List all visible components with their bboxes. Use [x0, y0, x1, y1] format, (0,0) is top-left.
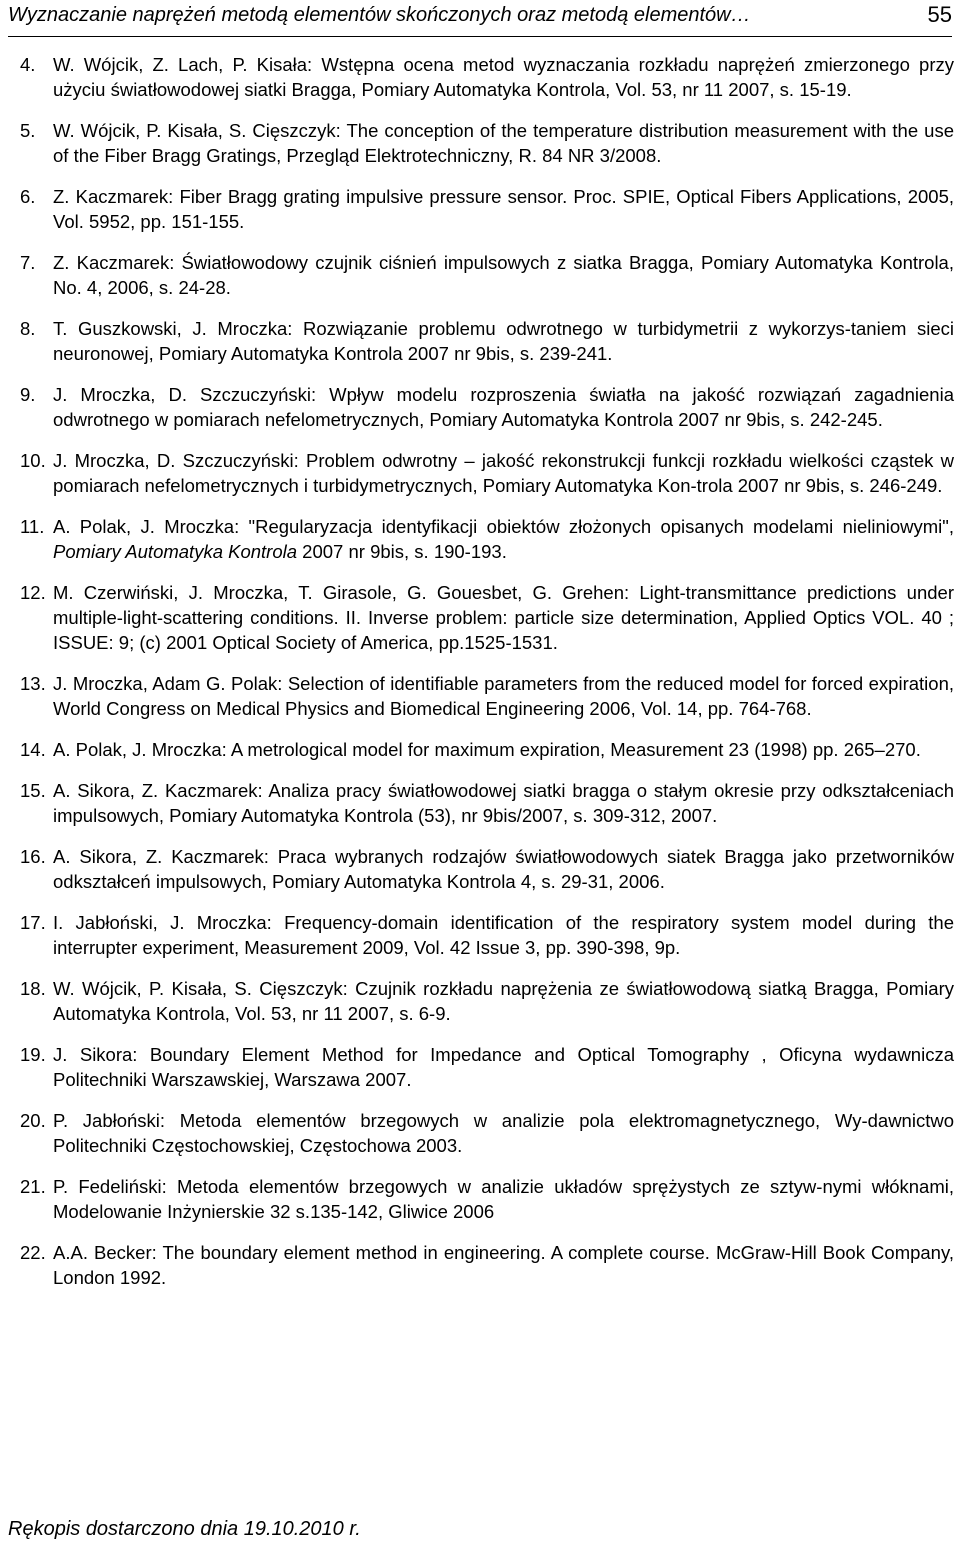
reference-item: [20, 910, 954, 960]
reference-text: P. Jabłoński: Metoda elementów brzegowych w analizie pola elektromagnetycznego, Wy-dawnictwo Politechniki Częstochowskiej, Częstochowa 2003.: [53, 1110, 954, 1156]
reference-item: [20, 1174, 954, 1224]
reference-item: [20, 737, 954, 762]
reference-number: 18.: [20, 978, 46, 999]
reference-text: I. Jabłoński, J. Mroczka: Frequency-domain identification of the respiratory system model during the interrupter experiment, Measurement 2009, Vol. 42 Issue 3, pp. 390-398, 9p.: [53, 912, 954, 958]
reference-number: 11.: [20, 516, 45, 537]
reference-number: 17.: [20, 912, 46, 933]
manuscript-received-note: Rękopis dostarczono dnia 19.10.2010 r.: [8, 1518, 361, 1540]
reference-text: J. Mroczka, D. Szczuczyński: Wpływ modelu rozproszenia światła na jakość rozwiązań zagadnienia odwrotnego w pomiarach nefelometrycznych, Pomiary Automatyka Kontrola 2007 nr 9bis, s. 242-245.: [53, 384, 954, 430]
reference-number: 9.: [20, 384, 36, 405]
reference-number: 21.: [20, 1176, 46, 1197]
reference-item: [20, 580, 954, 655]
reference-number: 8.: [20, 318, 36, 339]
reference-text: A. Polak, J. Mroczka: A metrological model for maximum expiration, Measurement 23 (1998) pp. 265–270.: [53, 739, 921, 760]
reference-text-lead: A. Polak, J. Mroczka: "Regularyzacja identyfikacji obiektów złożonych opisanych modelami nieliniowymi",: [53, 516, 954, 537]
reference-text: J. Mroczka, D. Szczuczyński: Problem odwrotny – jakość rekonstrukcji funkcji rozkładu wielkości cząstek w pomiarach nefelometrycznych i turbidymetrycznych, Pomiary Automatyka Kon-trola 2007 nr 9bis, s. 246-249.: [53, 450, 954, 496]
reference-number: 19.: [20, 1044, 46, 1065]
running-header: [8, 2, 952, 37]
journal-title: Pomiary Automatyka Kontrola: [53, 541, 298, 562]
reference-item: [20, 382, 954, 432]
reference-number: 4.: [20, 54, 36, 75]
reference-text: [53, 514, 954, 564]
reference-item: [20, 118, 954, 168]
reference-list: [20, 52, 954, 1306]
page-number: 55: [927, 2, 952, 27]
reference-number: 15.: [20, 780, 46, 801]
reference-number: 22.: [20, 1242, 46, 1263]
reference-text: W. Wójcik, Z. Lach, P. Kisała: Wstępna ocena metod wyznaczania rozkładu naprężeń zmierzonego przy użyciu światłowodowej siatki Bragga, Pomiary Automatyka Kontrola, Vol. 53, nr 11 2007, s. 15-19.: [53, 54, 954, 100]
reference-text: Z. Kaczmarek: Fiber Bragg grating impulsive pressure sensor. Proc. SPIE, Optical Fibers Applications, 2005, Vol. 5952, pp. 151-155.: [53, 186, 954, 232]
reference-number: 6.: [20, 186, 36, 207]
reference-number: 7.: [20, 252, 36, 273]
reference-item: [20, 1240, 954, 1290]
reference-text: A. Sikora, Z. Kaczmarek: Praca wybranych rodzajów światłowodowych siatek Bragga jako przetworników odkształceń impulsowych, Pomiary Automatyka Kontrola 4, s. 29-31, 2006.: [53, 846, 954, 892]
reference-text: W. Wójcik, P. Kisała, S. Cięszczyk: Czujnik rozkładu naprężenia ze światłowodową siatką Bragga, Pomiary Automatyka Kontrola, Vol. 53, nr 11 2007, s. 6-9.: [53, 978, 954, 1024]
reference-number: 14.: [20, 739, 46, 760]
reference-item: [20, 316, 954, 366]
reference-item: [20, 778, 954, 828]
reference-text-tail: 2007 nr 9bis, s. 190-193.: [297, 541, 507, 562]
reference-item: [20, 250, 954, 300]
reference-text: Z. Kaczmarek: Światłowodowy czujnik ciśnień impulsowych z siatka Bragga, Pomiary Automatyka Kontrola, No. 4, 2006, s. 24-28.: [53, 252, 954, 298]
reference-text: P. Fedeliński: Metoda elementów brzegowych w analizie układów sprężystych ze sztyw-nymi włóknami, Modelowanie Inżynierskie 32 s.135-142, Gliwice 2006: [53, 1176, 954, 1222]
reference-item: [20, 184, 954, 234]
reference-text: J. Sikora: Boundary Element Method for Impedance and Optical Tomography , Oficyna wydawnicza Politechniki Warszawskiej, Warszawa 2007.: [53, 1044, 954, 1090]
reference-item: [20, 671, 954, 721]
reference-number: 10.: [20, 450, 46, 471]
reference-item: [20, 448, 954, 498]
reference-item: [20, 52, 954, 102]
reference-text: M. Czerwiński, J. Mroczka, T. Girasole, G. Gouesbet, G. Grehen: Light-transmittance predictions under multiple-light-scattering conditions. II. Inverse problem: particle size determination, Applied Optics VOL. 40 ; ISSUE: 9; (c) 2001 Optical Society of America, pp.1525-1531.: [53, 582, 954, 653]
reference-text: J. Mroczka, Adam G. Polak: Selection of identifiable parameters from the reduced model for forced expiration, World Congress on Medical Physics and Biomedical Engineering 2006, Vol. 14, pp. 764-768.: [53, 673, 954, 719]
reference-item: [20, 976, 954, 1026]
reference-number: 5.: [20, 120, 36, 141]
reference-number: 12.: [20, 582, 46, 603]
reference-number: 16.: [20, 846, 46, 867]
reference-item: [20, 1042, 954, 1092]
running-header-title: Wyznaczanie naprężeń metodą elementów skończonych oraz metodą elementów…: [8, 4, 751, 26]
reference-number: 13.: [20, 673, 46, 694]
reference-text: A.A. Becker: The boundary element method in engineering. A complete course. McGraw-Hill Book Company, London 1992.: [53, 1242, 954, 1288]
reference-text: W. Wójcik, P. Kisała, S. Cięszczyk: The conception of the temperature distribution measurement with the use of the Fiber Bragg Gratings, Przegląd Elektrotechniczny, R. 84 NR 3/2008.: [53, 120, 954, 166]
reference-item: [20, 1108, 954, 1158]
reference-item: [20, 844, 954, 894]
reference-text: T. Guszkowski, J. Mroczka: Rozwiązanie problemu odwrotnego w turbidymetrii z wykorzys-taniem sieci neuronowej, Pomiary Automatyka Kontrola 2007 nr 9bis, s. 239-241.: [53, 318, 954, 364]
reference-item: [20, 514, 954, 564]
reference-text: A. Sikora, Z. Kaczmarek: Analiza pracy światłowodowej siatki bragga o stałym okresie przy odkształceniach impulsowych, Pomiary Automatyka Kontrola (53), nr 9bis/2007, s. 309-312, 2007.: [53, 780, 954, 826]
reference-number: 20.: [20, 1110, 46, 1131]
